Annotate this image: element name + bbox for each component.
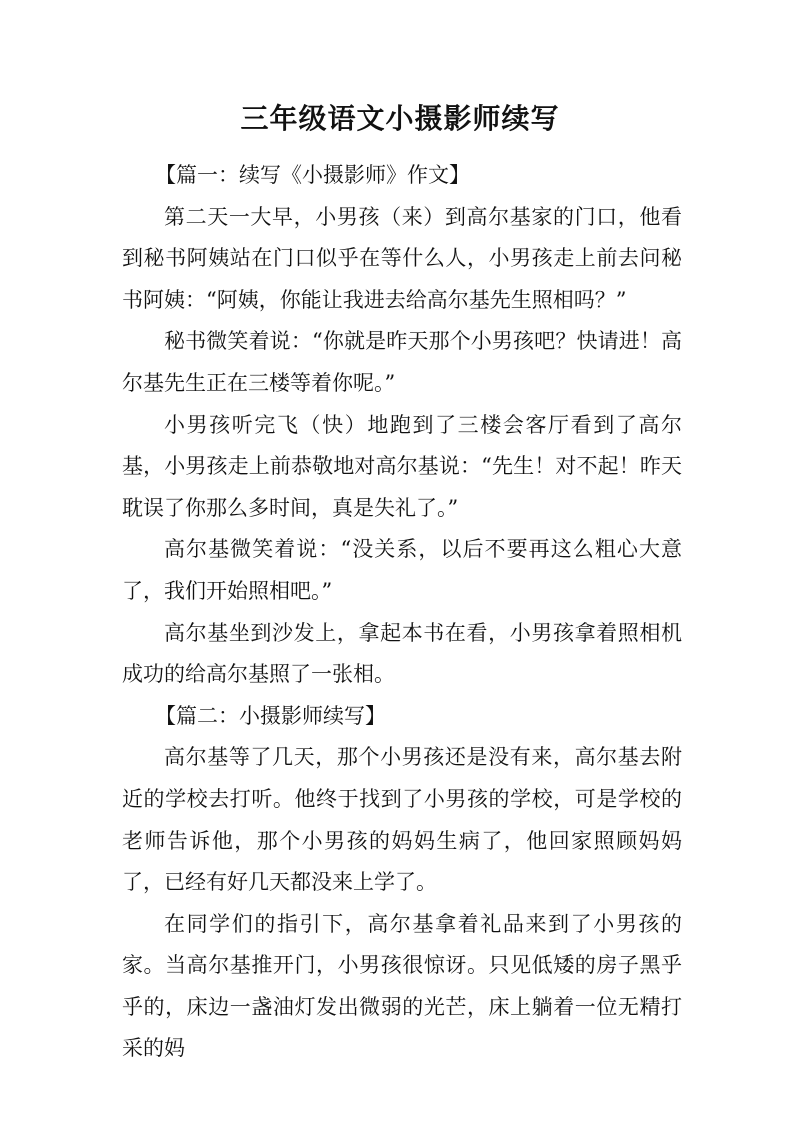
section-heading-2: 【篇二：小摄影师续写】 bbox=[155, 703, 386, 728]
paragraph: 高尔基坐到沙发上，拿起本书在看，小男孩拿着照相机成功的给高尔基照了一张相。 bbox=[122, 620, 682, 687]
paragraph: 高尔基微笑着说：“没关系，以后不要再这么粗心大意了，我们开始照相吧。” bbox=[122, 537, 682, 603]
document-body bbox=[122, 155, 682, 1070]
paragraph: 小男孩听完飞（快）地跑到了三楼会客厅看到了高尔基，小男孩走上前恭敬地对高尔基说：“先生！对不起！昨天耽误了你那么多时间，真是失礼了。” bbox=[122, 412, 682, 520]
paragraph: 秘书微笑着说：“你就是昨天那个小男孩吧？快请进！高尔基先生正在三楼等着你呢。” bbox=[122, 329, 682, 395]
document-title: 三年级语文小摄影师续写 bbox=[240, 102, 560, 135]
section-heading-1: 【篇一：续写《小摄影师》作文】 bbox=[155, 163, 470, 187]
paragraph: 在同学们的指引下，高尔基拿着礼品来到了小男孩的家。当高尔基推开门，小男孩很惊讶。只见低矮的房子黑乎乎的，床边一盏油灯发出微弱的光芒，床上躺着一位无精打采的妈 bbox=[122, 911, 682, 1061]
paragraph: 高尔基等了几天，那个小男孩还是没有来，高尔基去附近的学校去打听。他终于找到了小男孩的学校，可是学校的老师告诉他，那个小男孩的妈妈生病了，他回家照顾妈妈了，已经有好几天都没来上学了。 bbox=[122, 745, 682, 895]
paragraph: 第二天一大早，小男孩（来）到高尔基家的门口，他看到秘书阿姨站在门口似乎在等什么人，小男孩走上前去问秘书阿姨：“阿姨，你能让我进去给高尔基先生照相吗？” bbox=[122, 204, 682, 312]
